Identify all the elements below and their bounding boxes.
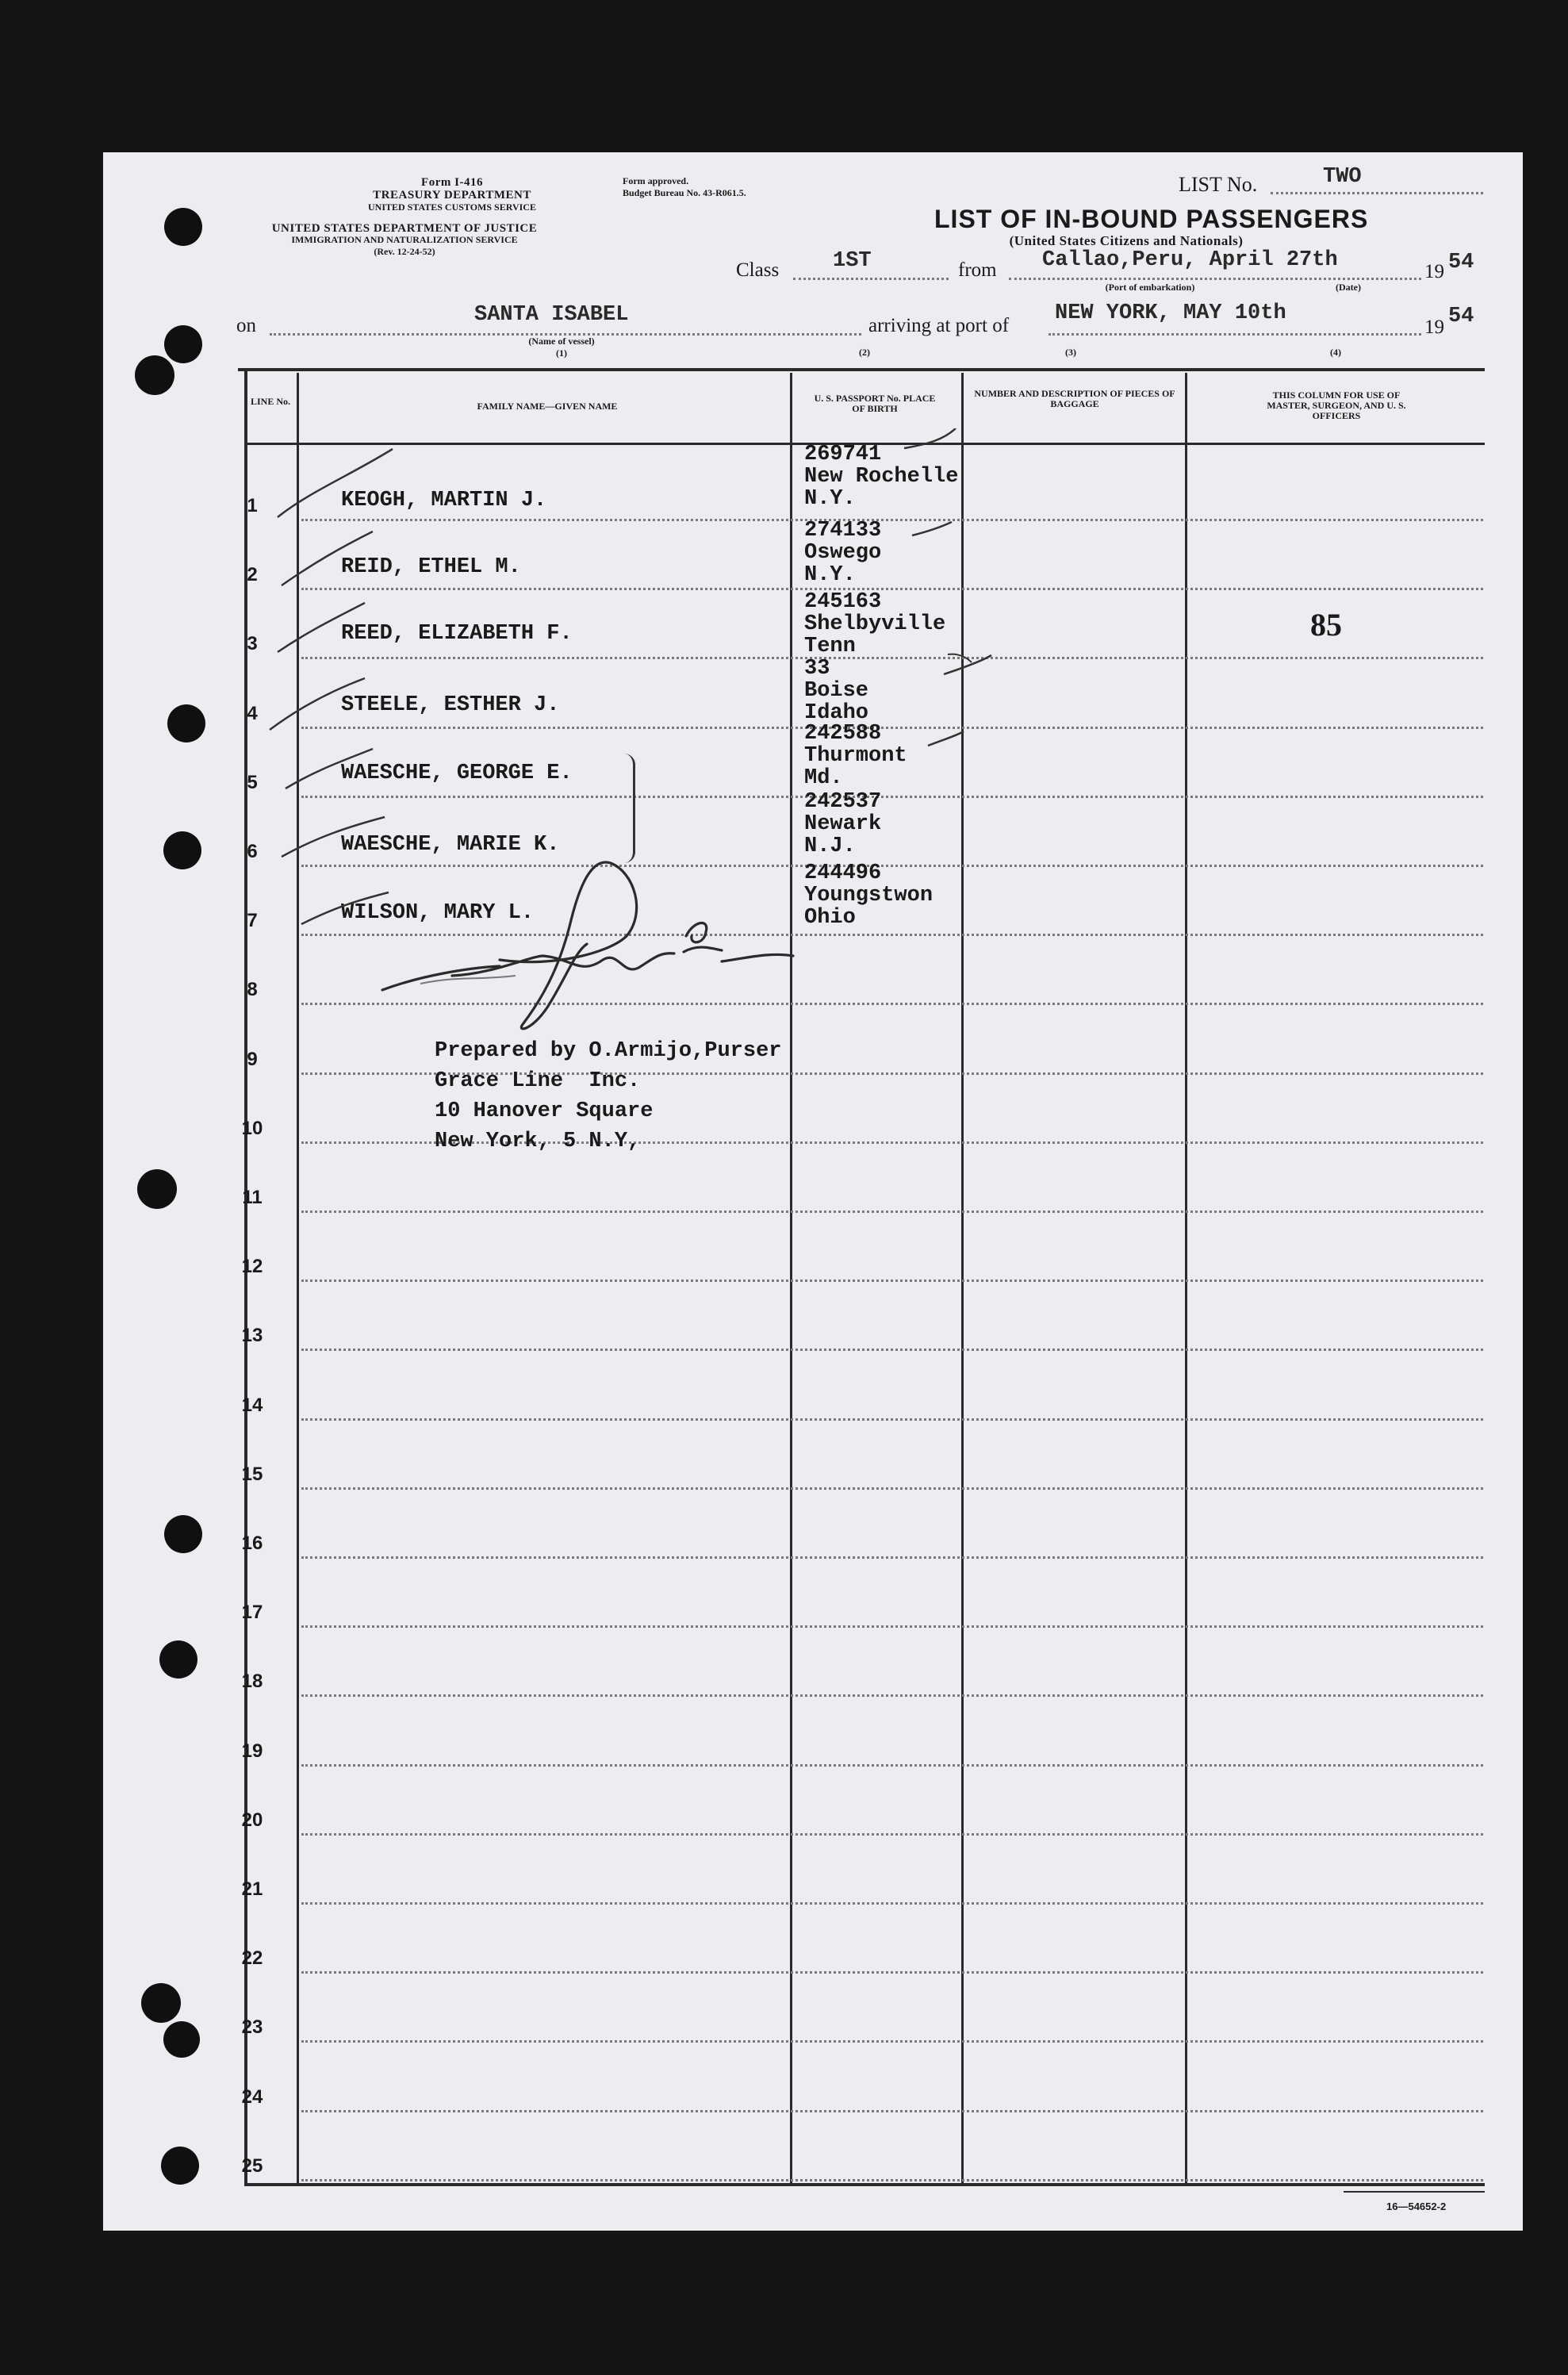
line-number: 9: [247, 1048, 258, 1070]
line-number: 12: [241, 1256, 263, 1278]
arrival-value: NEW YORK, MAY 10th: [1055, 301, 1286, 325]
column-caption-4: (4): [1330, 347, 1341, 358]
on-label: on: [236, 315, 256, 336]
row-dotted-rule: [301, 1625, 1483, 1628]
line-number: 25: [241, 2154, 263, 2177]
class-label: Class: [736, 259, 780, 281]
place-of-birth: Md.: [804, 766, 843, 790]
column-caption-3: (3): [1065, 347, 1076, 358]
binder-hole: [163, 2021, 200, 2058]
col-header-name: FAMILY NAME—GIVEN NAME: [477, 401, 618, 412]
line-number: 15: [241, 1463, 263, 1485]
list-no-value: TWO: [1323, 165, 1362, 189]
col-header-officers: THIS COLUMN FOR USE OF MASTER, SURGEON, AND U. S. OFFICERS: [1267, 389, 1406, 421]
passport-number: 269741: [804, 443, 882, 466]
justice-dept: UNITED STATES DEPARTMENT OF JUSTICE: [271, 222, 538, 235]
passport-number: 244496: [804, 861, 882, 885]
row-dotted-rule: [301, 1487, 1483, 1490]
binder-hole: [141, 1983, 181, 2023]
line-number: 23: [241, 2016, 263, 2039]
passenger-name: KEOGH, MARTIN J.: [341, 489, 547, 512]
port-embark-caption: (Port of embarkation): [1105, 282, 1195, 293]
binder-hole: [163, 831, 201, 869]
binder-hole: [135, 355, 174, 395]
line-number: 16: [241, 1533, 263, 1554]
vessel-value: SANTA ISABEL: [474, 303, 629, 327]
place-of-birth: Thurmont: [804, 744, 907, 768]
passenger-name: REED, ELIZABETH F.: [341, 622, 573, 646]
line-number: 17: [241, 1602, 263, 1624]
footer-code: 16—54652-2: [1386, 2200, 1447, 2212]
row-dotted-rule: [301, 2040, 1483, 2043]
year-prefix-2: 19: [1424, 317, 1444, 338]
list-no-label: LIST No.: [1179, 173, 1258, 196]
row-dotted-rule: [301, 2179, 1483, 2181]
class-value: 1ST: [833, 249, 872, 273]
arriving-label: arriving at port of: [868, 315, 1010, 336]
place-of-birth: Idaho: [804, 701, 869, 725]
row-dotted-rule: [301, 1764, 1483, 1767]
line-number: 13: [241, 1325, 263, 1347]
binder-hole: [164, 325, 202, 363]
line-number: 24: [241, 2085, 263, 2108]
year-value-2: 54: [1448, 305, 1474, 328]
line-number: 14: [241, 1394, 263, 1416]
place-of-birth: N.Y.: [804, 563, 856, 587]
prepared-by-line: New York, 5 N.Y,: [435, 1130, 641, 1153]
line-number: 8: [247, 979, 258, 1001]
place-of-birth: Youngstwon: [804, 884, 934, 907]
place-of-birth: New Rochelle: [804, 465, 959, 489]
place-of-birth: Newark: [804, 812, 882, 836]
passport-number: 242588: [804, 722, 882, 746]
line-number: 18: [241, 1671, 263, 1693]
row-dotted-rule: [301, 1349, 1483, 1351]
table-top-rule: [238, 368, 1485, 371]
line-number: 10: [241, 1117, 263, 1139]
budget-bureau: Budget Bureau No. 43-R061.5.: [623, 187, 746, 198]
binder-hole: [164, 1515, 202, 1553]
line-number: 3: [247, 633, 258, 655]
place-of-birth: Ohio: [804, 906, 856, 930]
line-number: 2: [247, 564, 258, 586]
binder-hole: [161, 2147, 199, 2185]
table-bottom-rule: [244, 2183, 1485, 2186]
page-title: LIST OF IN-BOUND PASSENGERS: [934, 205, 1369, 233]
col-header-baggage: NUMBER AND DESCRIPTION OF PIECES OF BAGGAGE: [974, 388, 1175, 409]
page-subtitle: (United States Citizens and Nationals): [1009, 233, 1244, 248]
row-dotted-rule: [301, 1418, 1483, 1421]
col-header-line: LINE No.: [250, 396, 290, 407]
form-number: Form I-416: [421, 176, 483, 189]
date-caption: (Date): [1336, 282, 1361, 293]
vessel-caption-number: (1): [556, 347, 567, 359]
line-number: 7: [247, 910, 258, 932]
passenger-name: WAESCHE, MARIE K.: [341, 833, 560, 857]
from-value: Callao,Peru, April 27th: [1042, 248, 1338, 272]
row-dotted-rule: [301, 1556, 1483, 1559]
line-number: 21: [241, 1878, 263, 1900]
place-of-birth: N.J.: [804, 835, 856, 858]
arrival-dots: [1049, 333, 1421, 336]
passport-number: 245163: [804, 590, 882, 614]
place-of-birth: Boise: [804, 679, 869, 703]
footer-rule: [1344, 2191, 1485, 2193]
binder-hole: [167, 704, 205, 742]
binder-hole: [164, 208, 202, 246]
line-number: 6: [247, 841, 258, 862]
line-number: 5: [247, 771, 258, 793]
customs-service: UNITED STATES CUSTOMS SERVICE: [368, 201, 536, 213]
row-dotted-rule: [301, 1280, 1483, 1282]
vessel-caption: (Name of vessel): [528, 336, 595, 347]
immigration-service: IMMIGRATION AND NATURALIZATION SERVICE: [291, 234, 518, 245]
row-dotted-rule: [301, 1833, 1483, 1836]
line-number: 4: [247, 702, 258, 724]
passenger-name: STEELE, ESTHER J.: [341, 693, 560, 717]
revision-date: (Rev. 12-24-52): [374, 246, 435, 257]
place-of-birth: Shelbyville: [804, 612, 946, 636]
row-dotted-rule: [301, 1902, 1483, 1905]
place-of-birth: N.Y.: [804, 487, 856, 511]
line-number: 11: [242, 1187, 263, 1208]
passport-number: 274133: [804, 519, 882, 543]
place-of-birth: Tenn: [804, 635, 856, 658]
prepared-by-line: Grace Line Inc.: [435, 1069, 641, 1093]
line-number: 1: [247, 495, 258, 516]
check-marks: [254, 428, 1015, 952]
year-prefix: 19: [1424, 261, 1444, 282]
from-dots: [1009, 278, 1421, 280]
line-number: 20: [241, 1809, 263, 1831]
binder-hole: [159, 1640, 197, 1679]
passenger-name: REID, ETHEL M.: [341, 555, 521, 579]
class-dots: [793, 278, 949, 280]
year-value: 54: [1448, 251, 1474, 274]
binder-hole: [137, 1169, 177, 1209]
line-number: 22: [241, 1947, 263, 1970]
prepared-by-line: Prepared by O.Armijo,Purser: [435, 1039, 782, 1063]
column-caption-2: (2): [859, 347, 870, 358]
prepared-by-line: 10 Hanover Square: [435, 1099, 654, 1123]
line-number: 19: [241, 1740, 263, 1762]
passenger-name: WILSON, MARY L.: [341, 901, 535, 925]
row-dotted-rule: [301, 1211, 1483, 1213]
row-dotted-rule: [301, 2110, 1483, 2112]
from-label: from: [958, 259, 997, 281]
list-no-dots: [1271, 192, 1483, 194]
officer-note: 85: [1310, 607, 1342, 643]
row-dotted-rule: [301, 1971, 1483, 1974]
col-header-passport: U. S. PASSPORT No. PLACE OF BIRTH: [814, 393, 936, 414]
passport-number: 242537: [804, 790, 882, 814]
passenger-name: WAESCHE, GEORGE E.: [341, 762, 573, 785]
treasury-dept: TREASURY DEPARTMENT: [373, 189, 531, 201]
form-approved: Form approved.: [623, 175, 689, 186]
row-dotted-rule: [301, 1694, 1483, 1697]
place-of-birth: Oswego: [804, 541, 882, 565]
passport-number: 33: [804, 657, 830, 681]
